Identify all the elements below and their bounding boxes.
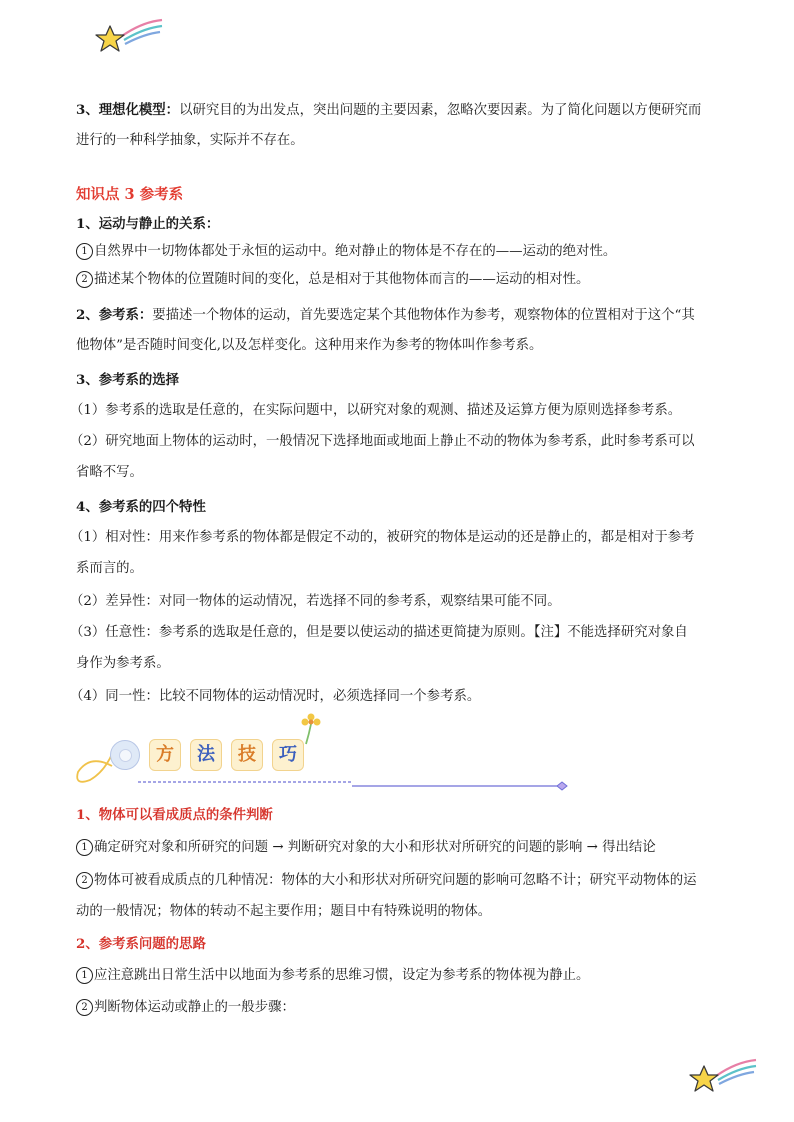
banner-number-badge <box>110 740 140 770</box>
circled-number: 2 <box>76 999 93 1016</box>
method-2-item-2: 2 判断物体运动或静止的一般步骤： <box>76 998 734 1018</box>
property-arbitrary-line1: （3）任意性：参考系的选取是任意的，但是要以使运动的描述更简捷为原则。【注】不能选择研究对象自 <box>70 625 688 640</box>
property-difference: （2）差异性：对同一物体的运动情况，若选择不同的参考系，观察结果可能不同。 <box>70 594 561 609</box>
property-sameness: （4）同一性：比较不同物体的运动情况时，必须选择同一个参考系。 <box>70 689 481 704</box>
selection-p2-line2: 省略不写。 <box>76 465 143 480</box>
method-1-item-2: 2 物体可被看成质点的几种情况：物体的大小和形状对所研究问题的影响可忽略不计；研究平动物体的运 <box>76 871 734 891</box>
selection-heading: 3、参考系的选择 <box>76 372 180 388</box>
banner-char-fa: 法 <box>190 739 222 771</box>
method-2-heading: 2、参考系问题的思路 <box>76 936 206 952</box>
reference-frame-def-line1: 2、参考系：要描述一个物体的运动，首先要选定某个其他物体作为参考，观察物体的位置相对于这个“其 <box>76 307 695 323</box>
selection-p2-line1: （2）研究地面上物体的运动时，一般情况下选择地面或地面上静止不动的物体为参考系，此时参考系可以 <box>70 434 695 449</box>
banner-char-qiao: 巧 <box>272 739 304 771</box>
ideal-model-line2: 进行的一种科学抽象，实际并不存在。 <box>76 133 304 148</box>
circled-number: 2 <box>76 872 93 889</box>
banner-char-ji: 技 <box>231 739 263 771</box>
banner-char-fang: 方 <box>149 739 181 771</box>
property-arbitrary-line2: 身作为参考系。 <box>76 656 170 671</box>
ideal-model-line1: 3、理想化模型：以研究目的为出发点，突出问题的主要因素，忽略次要因素。为了简化问题以方便研究而 <box>76 102 702 118</box>
shooting-star-icon <box>92 16 166 58</box>
property-relativity-line2: 系而言的。 <box>76 561 143 576</box>
shooting-star-icon <box>686 1056 760 1098</box>
motion-rest-item-2: 2 描述某个物体的位置随时间的变化，总是相对于其他物体而言的——运动的相对性。 <box>76 270 734 290</box>
flower-icon <box>298 712 324 746</box>
circled-number: 1 <box>76 243 93 260</box>
selection-p1: （1）参考系的选取是任意的，在实际问题中，以研究对象的观测、描述及运算方便为原则选择参考系。 <box>70 403 682 418</box>
circled-number: 1 <box>76 967 93 984</box>
method-1-item-2-line2: 动的一般情况；物体的转动不起主要作用；题目中有特殊说明的物体。 <box>76 904 492 919</box>
circled-number: 2 <box>76 271 93 288</box>
properties-heading: 4、参考系的四个特性 <box>76 499 206 515</box>
circled-number: 1 <box>76 839 93 856</box>
reference-frame-def-line2: 他物体”是否随时间变化,以及怎样变化。这种用来作为参考的物体叫作参考系。 <box>76 338 543 353</box>
property-relativity-line1: （1）相对性：用来作参考系的物体都是假定不动的，被研究的物体是运动的还是静止的，都是相对于参考 <box>70 530 695 545</box>
motion-rest-item-1: 1 自然界中一切物体都处于永恒的运动中。绝对静止的物体是不存在的——运动的绝对性。 <box>76 242 734 262</box>
knowledge-point-title: 知识点 3 参考系 <box>76 186 184 203</box>
reference-frame-label: 2、参考系： <box>76 307 153 323</box>
method-1-item-1: 1 确定研究对象和所研究的问题 → 判断研究对象的大小和形状对所研究的问题的影响 → 得出结论 <box>76 838 734 858</box>
motion-rest-heading: 1、运动与静止的关系： <box>76 216 220 232</box>
method-2-item-1: 1 应注意跳出日常生活中以地面为参考系的思维习惯，设定为参考系的物体视为静止。 <box>76 966 734 986</box>
ideal-model-label: 3、理想化模型： <box>76 102 180 118</box>
method-1-heading: 1、物体可以看成质点的条件判断 <box>76 807 273 823</box>
